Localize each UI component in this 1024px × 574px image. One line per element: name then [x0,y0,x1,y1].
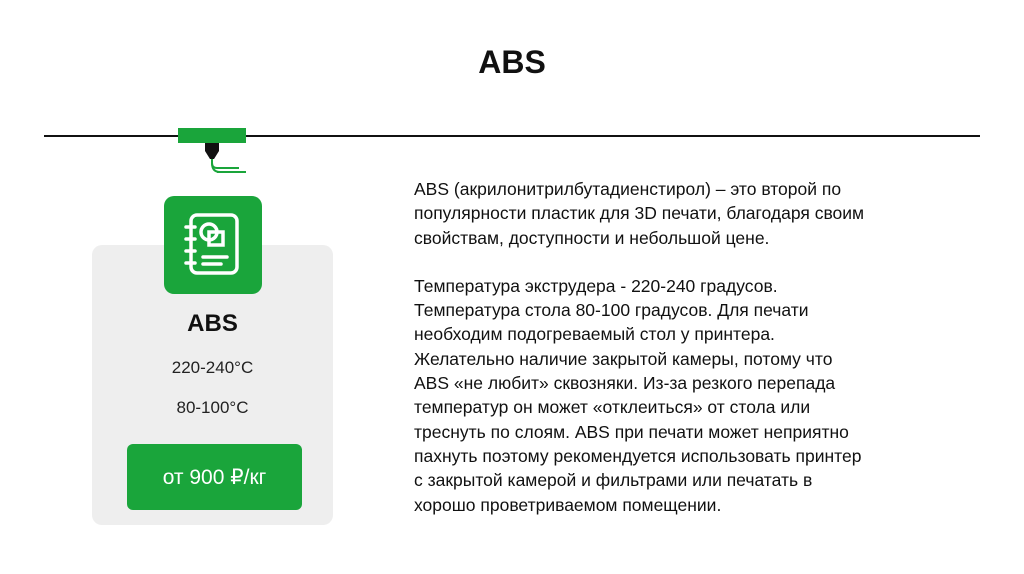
text-line: популярности пластик для 3D печати, благодаря своим [414,203,865,224]
description-paragraph-1 [414,177,974,250]
extruder-nozzle-icon [176,126,248,182]
text-line: температур он может «отклеиться» от стола или [414,397,811,418]
text-line: с закрытой камерой и фильтрами или печатать в [414,470,813,491]
text-line: необходим подогреваемый стол у принтера. [414,324,775,345]
text-line: ABS «не любит» сквозняки. Из-за резкого перепада [414,373,836,394]
text-line: свойствам, доступности и небольшой цене. [414,227,770,248]
notebook-icon [183,213,243,277]
material-name: ABS [187,310,238,337]
text-line: Желательно наличие закрытой камеры, потому что [414,348,833,369]
bed-temperature: 80-100°C [176,398,249,417]
text-line: Температура экструдера - 220-240 градусов. [414,275,778,296]
text-line: пахнуть поэтому рекомендуется использовать принтер [414,445,862,466]
text-line: хорошо проветриваемом помещении. [414,494,722,515]
text-line: ABS (акрилонитрилбутадиенстирол) – это второй по [414,179,842,199]
material-badge [164,196,262,294]
slide-title: ABS [478,44,546,80]
text-line: Температура стола 80-100 градусов. Для печати [414,300,809,321]
price-button[interactable]: от 900 ₽/кг [127,444,302,510]
text-line: треснуть по слоям. ABS при печати может неприятно [414,421,849,442]
description-paragraph-2 [414,274,974,517]
description-text [414,177,974,517]
extruder-temperature: 220-240°C [171,358,254,377]
